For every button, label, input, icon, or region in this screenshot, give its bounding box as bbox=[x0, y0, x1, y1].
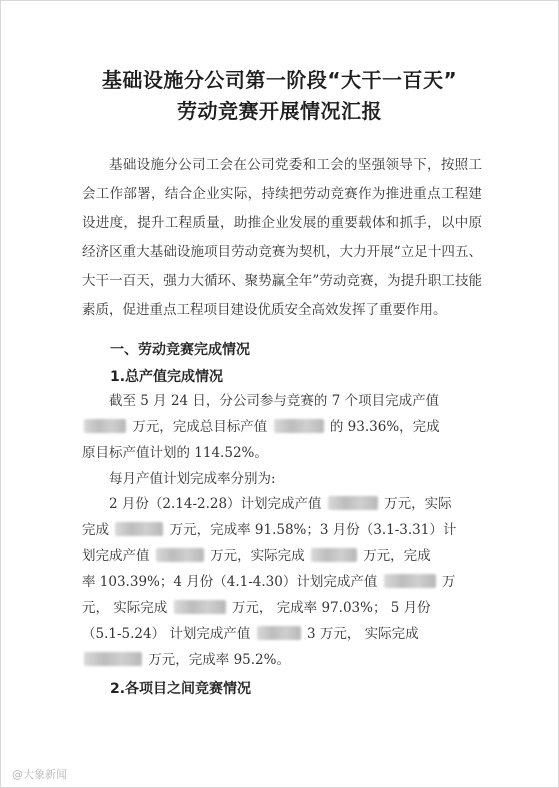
text: 原目标产值计划的 114.52%。 bbox=[82, 445, 268, 461]
text: 万元，完成 bbox=[363, 548, 431, 564]
text: 万元，完成率 95.2%。 bbox=[148, 652, 290, 668]
text: 万元，完成率 91.58%；3 月份（3.1-3.31）计 bbox=[169, 522, 457, 538]
text: 元， 实际完成 bbox=[82, 600, 168, 616]
redacted-value bbox=[257, 626, 301, 640]
document-title-line1: 基础设施分公司第一阶段“大干一百天” bbox=[101, 68, 458, 92]
monthly-intro bbox=[82, 469, 509, 489]
redacted-value bbox=[328, 496, 378, 510]
monthly-line3 bbox=[82, 546, 482, 566]
monthly-line1 bbox=[82, 494, 509, 514]
redacted-value bbox=[274, 419, 324, 433]
monthly-line6 bbox=[82, 624, 482, 644]
section1-heading: 一、劳动竞赛完成情况 bbox=[110, 342, 250, 358]
subsection1-heading: 1.总产值完成情况 bbox=[110, 369, 224, 385]
text: 万元，实际完成 bbox=[210, 548, 305, 564]
monthly-line5 bbox=[82, 598, 482, 618]
watermark: @大象新闻 bbox=[12, 768, 67, 781]
text: 万元，实际 bbox=[384, 496, 452, 512]
text: 每月产值计划完成率分别为: bbox=[109, 471, 276, 487]
text: 的 93.36%，完成 bbox=[329, 419, 440, 435]
text: 2 月份（2.14-2.28）计划完成产值 bbox=[109, 496, 322, 512]
text: （5.1-5.24） 计划完成产值 bbox=[82, 626, 251, 642]
text: 完成 bbox=[82, 522, 109, 538]
monthly-line2 bbox=[82, 520, 482, 540]
text: 率 103.39%；4 月份（4.1-4.30）计划完成产值 bbox=[82, 574, 378, 590]
text: 划完成产值 bbox=[82, 548, 150, 564]
redacted-value bbox=[311, 548, 357, 562]
text: 万元，完成总目标产值 bbox=[132, 419, 268, 435]
sub1-line1 bbox=[82, 391, 509, 411]
redacted-value bbox=[84, 652, 142, 666]
text: 万元， 完成率 97.03%； 5 月份 bbox=[231, 600, 431, 616]
redacted-value bbox=[84, 419, 126, 433]
sub1-line3 bbox=[82, 443, 482, 463]
subsection2-heading: 2.各项目之间竞赛情况 bbox=[110, 681, 252, 697]
sub1-line2 bbox=[82, 417, 482, 437]
text: 截至 5 月 24 日，分公司参与竞赛的 7 个项目完成产值 bbox=[109, 393, 440, 409]
text: 3 万元， 实际完成 bbox=[306, 626, 419, 642]
redacted-value bbox=[115, 522, 163, 536]
text: 万 bbox=[441, 574, 456, 590]
redacted-value bbox=[174, 600, 226, 614]
intro-paragraph: 基础设施分公司工会在公司党委和工会的坚强领导下，按照工会工作部署，结合企业实际，持续把劳动竞赛作为推进重点工程建设进度，提升工程质量，助推企业发展的重要载体和抓手，以中原经济区重大基础设施项目劳动竞赛为契机，大力开展“立足十四五、大干一百天，强力大循环、聚势赢全年”劳动竞赛，为提升职工技能素质，促进重点工程项目建设优质安全高效发挥了重要作用。 bbox=[82, 157, 482, 318]
monthly-line7 bbox=[82, 650, 482, 670]
document-title-line2: 劳动竞赛开展情况汇报 bbox=[177, 99, 382, 123]
redacted-value bbox=[384, 574, 436, 588]
monthly-line4 bbox=[82, 572, 482, 592]
redacted-value bbox=[156, 548, 204, 562]
